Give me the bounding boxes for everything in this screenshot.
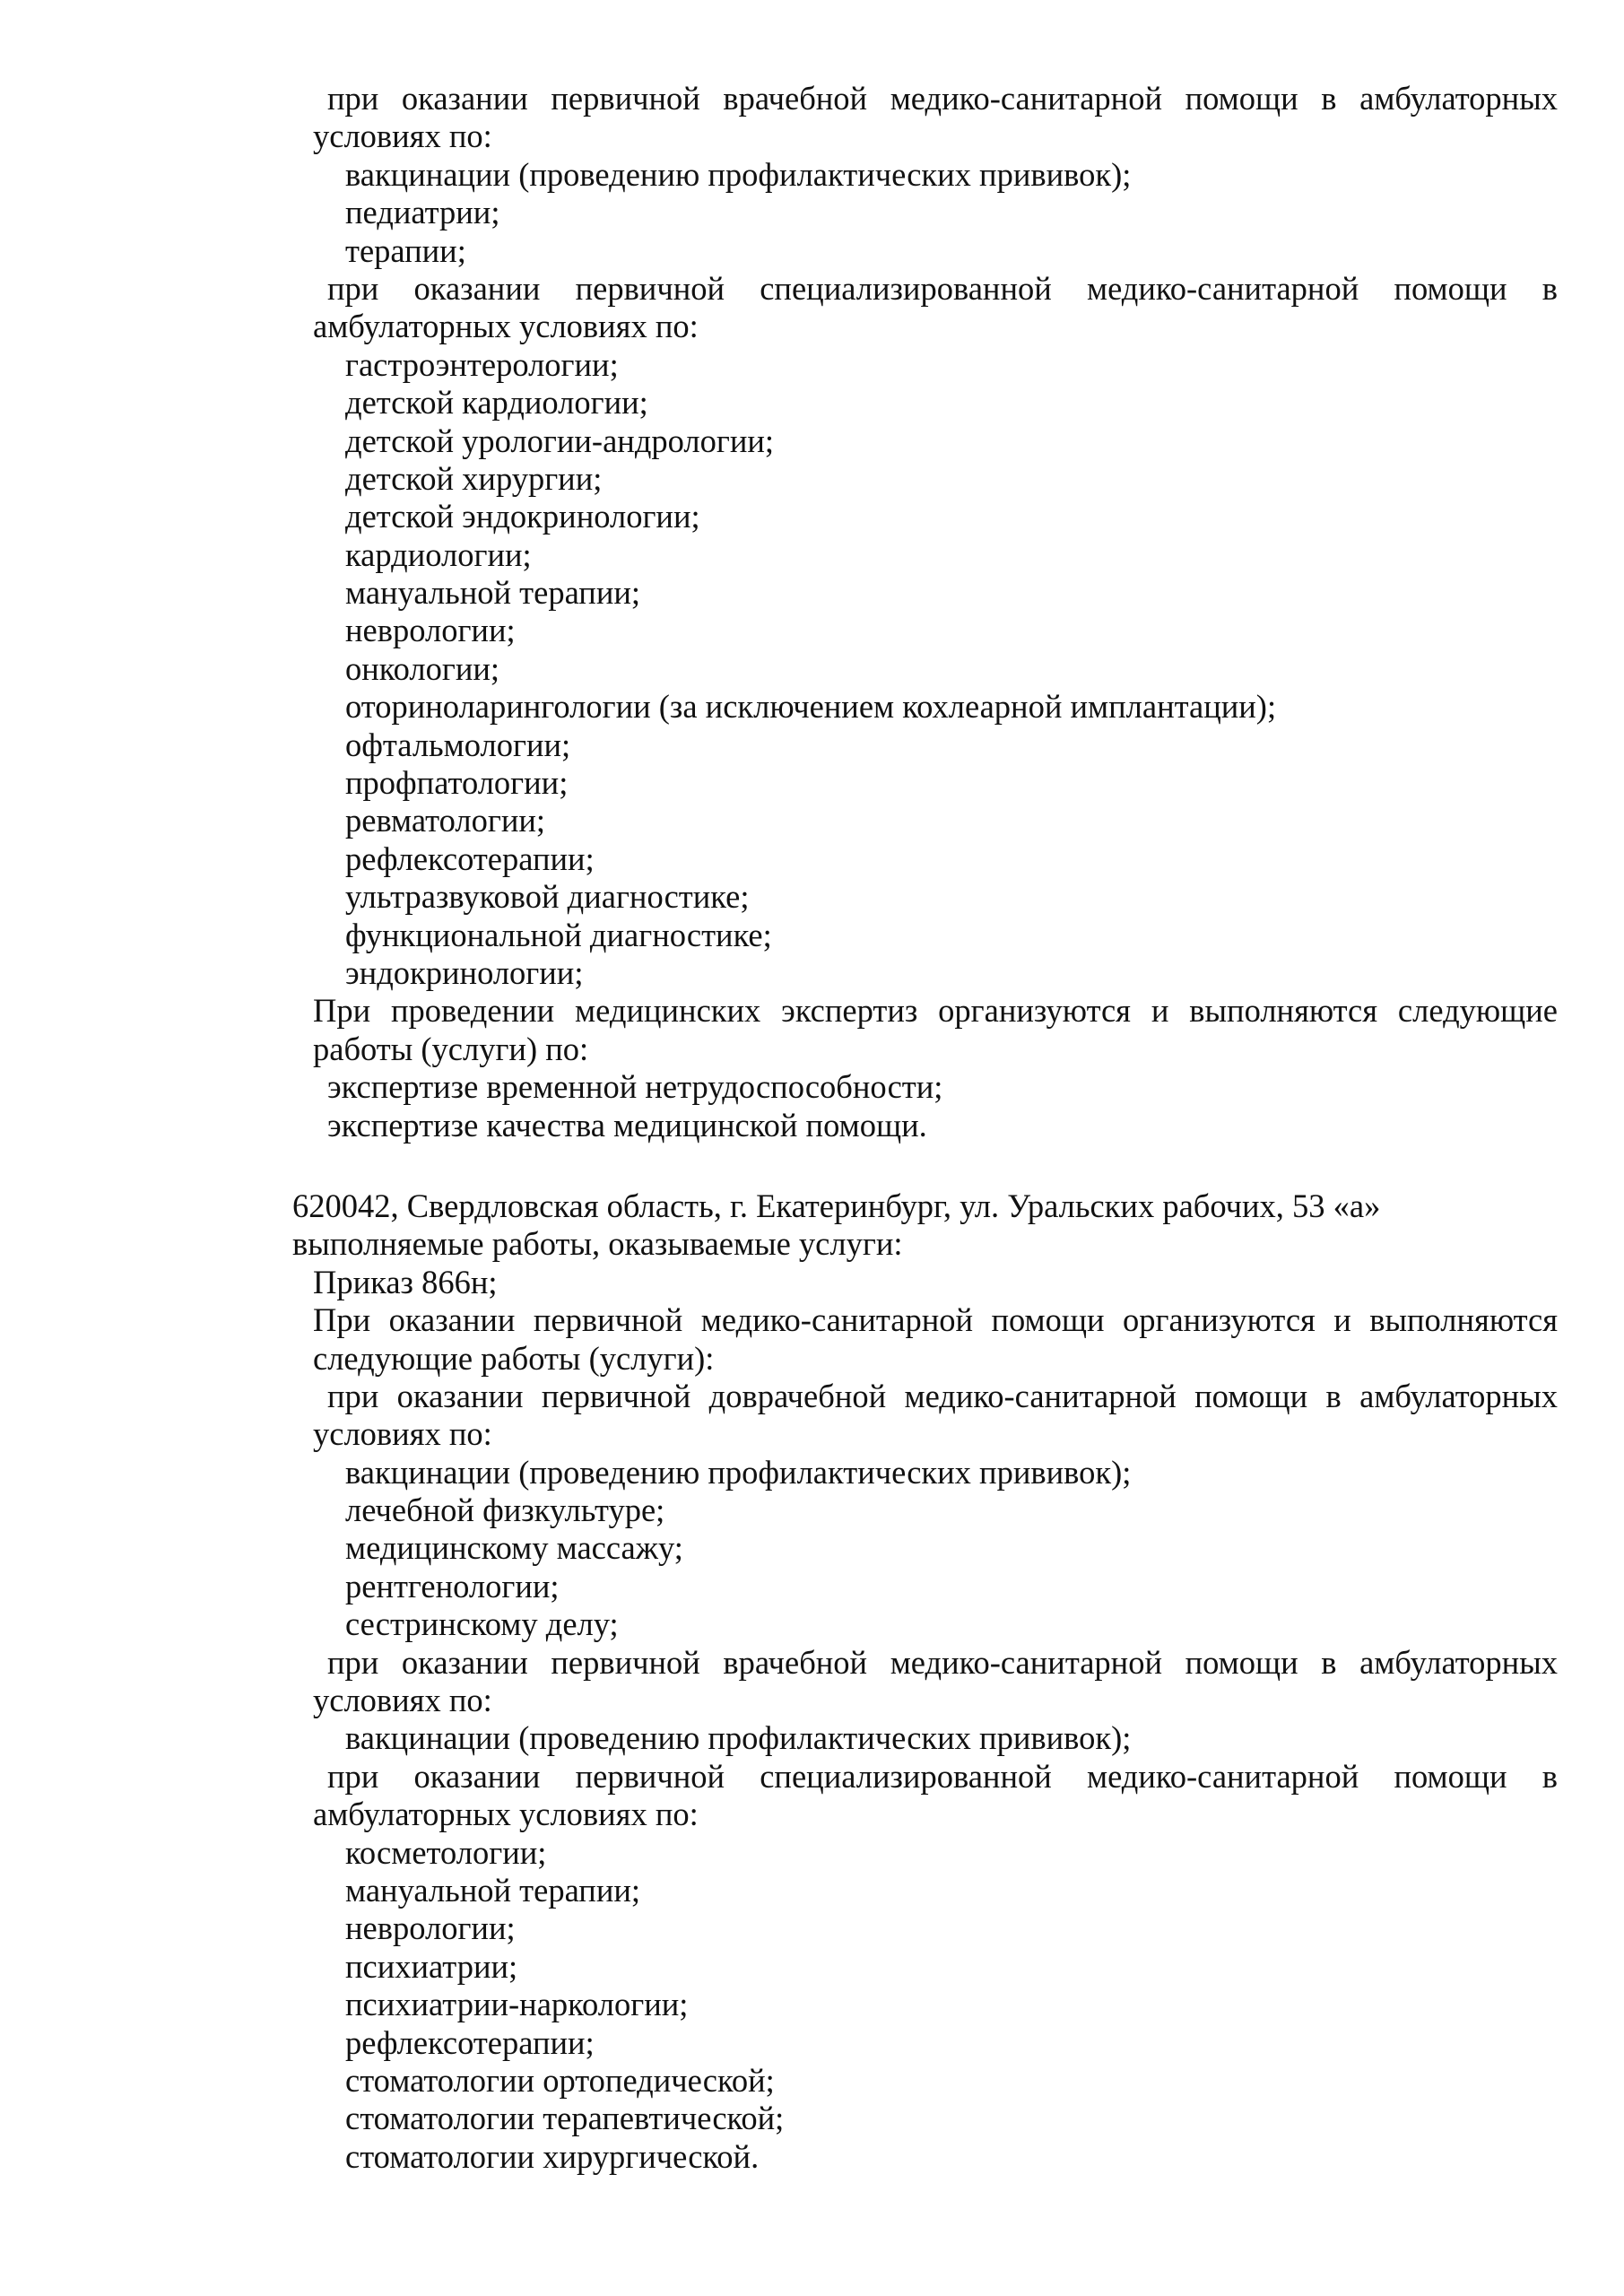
- list-item: онкологии;: [345, 649, 500, 687]
- text-line: Приказ 866н;: [313, 1263, 498, 1300]
- list-item: кардиологии;: [345, 535, 532, 573]
- text-line: работы (услуги) по:: [313, 1030, 589, 1067]
- text-line: 620042, Свердловская область, г. Екатеринбург, ул. Уральских рабочих, 53 «а»: [292, 1187, 1381, 1224]
- text-line: при оказании первичной врачебной медико-санитарной помощи в амбулаторных: [327, 1643, 1558, 1681]
- text-line: амбулаторных условиях по:: [313, 1796, 699, 1833]
- list-item: рефлексотерапии;: [345, 839, 595, 877]
- list-item: психиатрии;: [345, 1947, 518, 1985]
- list-item: сестринскому делу;: [345, 1605, 619, 1643]
- list-item: детской урологии-андрологии;: [345, 422, 775, 459]
- text-line: условиях по:: [313, 117, 492, 155]
- list-item: лечебной физкультуре;: [345, 1492, 665, 1529]
- list-item: стоматологии терапевтической;: [345, 2100, 785, 2137]
- text-line: при оказании первичной специализированной медико-санитарной помощи в: [327, 269, 1558, 307]
- list-item: медицинскому массажу;: [345, 1529, 683, 1567]
- text-line: экспертизе временной нетрудоспособности;: [327, 1068, 943, 1106]
- list-item: вакцинации (проведению профилактических прививок);: [345, 1719, 1132, 1757]
- list-item: функциональной диагностике;: [345, 916, 772, 953]
- list-item: педиатрии;: [345, 194, 500, 231]
- text-line: при оказании первичной врачебной медико-санитарной помощи в амбулаторных: [327, 80, 1558, 117]
- list-item: детской кардиологии;: [345, 384, 648, 422]
- list-item: косметологии;: [345, 1833, 547, 1871]
- text-line: условиях по:: [313, 1415, 492, 1453]
- list-item: мануальной терапии;: [345, 1871, 641, 1909]
- text-line: при оказании первичной специализированной медико-санитарной помощи в: [327, 1757, 1558, 1795]
- list-item: профпатологии;: [345, 764, 569, 802]
- list-item: гастроэнтерологии;: [345, 345, 619, 383]
- list-item: детской эндокринологии;: [345, 498, 700, 535]
- list-item: офтальмологии;: [345, 726, 571, 763]
- list-item: ревматологии;: [345, 802, 546, 839]
- text-line: экспертизе качества медицинской помощи.: [327, 1106, 927, 1144]
- document-page: [0, 80, 1624, 2176]
- section-spacer: [0, 1144, 1624, 1187]
- list-item: рентгенологии;: [345, 1567, 560, 1605]
- text-line: При оказании первичной медико-санитарной помощи организуются и выполняются: [313, 1301, 1558, 1339]
- list-item: оториноларингологии (за исключением кохлеарной имплантации);: [345, 688, 1277, 726]
- list-item: вакцинации (проведению профилактических прививок);: [345, 1453, 1132, 1491]
- list-item: терапии;: [345, 231, 466, 269]
- list-item: детской хирургии;: [345, 459, 603, 497]
- list-item: ультразвуковой диагностике;: [345, 878, 750, 916]
- list-item: неврологии;: [345, 612, 516, 649]
- text-line: условиях по:: [313, 1682, 492, 1719]
- list-item: эндокринологии;: [345, 953, 584, 991]
- list-item: стоматологии хирургической.: [345, 2137, 760, 2175]
- list-item: рефлексотерапии;: [345, 2023, 595, 2061]
- list-item: вакцинации (проведению профилактических прививок);: [345, 155, 1132, 193]
- list-item: психиатрии-наркологии;: [345, 1986, 689, 2023]
- text-line: следующие работы (услуги):: [313, 1339, 715, 1377]
- text-line: выполняемые работы, оказываемые услуги:: [292, 1225, 903, 1263]
- list-item: мануальной терапии;: [345, 574, 641, 612]
- list-item: стоматологии ортопедической;: [345, 2061, 775, 2099]
- text-line: при оказании первичной доврачебной медико-санитарной помощи в амбулаторных: [327, 1377, 1558, 1414]
- text-line: При проведении медицинских экспертиз организуются и выполняются следующие: [313, 992, 1558, 1030]
- list-item: неврологии;: [345, 1909, 516, 1947]
- text-line: амбулаторных условиях по:: [313, 308, 699, 345]
